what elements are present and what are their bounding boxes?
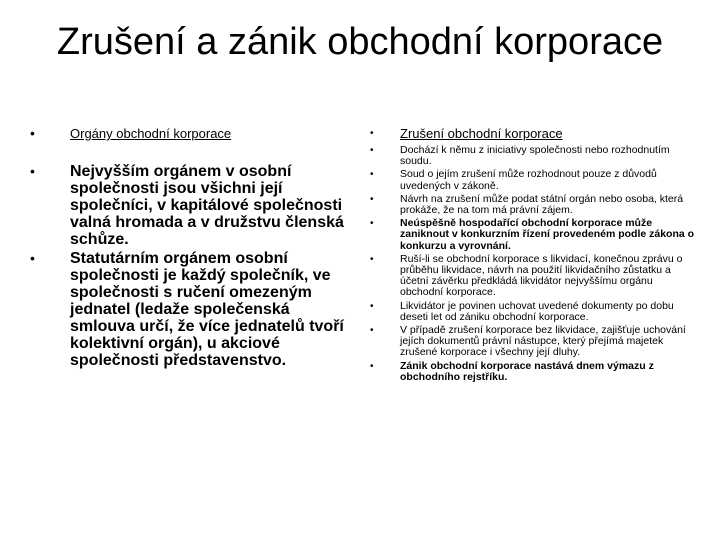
right-heading: • Zrušení obchodní korporace — [368, 126, 698, 141]
right-bullet-item: • V případě zrušení korporace bez likvidace, zajišťuje uchování jejích dokumentů právní nástupce, který přejímá majetek zrušené korporace i všechny její dluhy. — [368, 325, 698, 359]
right-bullet-item: • Neúspěšně hospodařící obchodní korporace může zaniknout v konkurzním řízení provedeném podle zákona o konkurzu a vyrovnání. — [368, 218, 698, 252]
right-bullet-item: • Dochází k němu z iniciativy společnosti nebo rozhodnutím soudu. — [368, 145, 698, 167]
left-bullet-list — [28, 126, 348, 369]
left-bullet-item: • Statutárním orgánem osobní společnosti je každý společník, ve společnosti s ručení omezeným jednatel (ledaže společenská smlouva určí, že více jednatelů tvoří kolektivní orgán), u akciové společnosti představenstvo. — [28, 250, 348, 369]
right-bullet-list — [368, 126, 698, 383]
left-heading: • Orgány obchodní korporace — [28, 126, 348, 141]
right-bullet-item: • Soud o jejím zrušení může rozhodnout pouze z důvodů uvedených v zákoně. — [368, 169, 698, 191]
left-column — [28, 126, 348, 371]
right-bullet-item: • Ruší-li se obchodní korporace s likvidací, konečnou zprávu o průběhu likvidace, návrh na použití likvidačního zůstatku a účetní závěrku předkládá likvidátor nejvyššímu orgánu obchodní korporace. — [368, 254, 698, 299]
right-bullet-item: • Zánik obchodní korporace nastává dnem výmazu z obchodního rejstříku. — [368, 361, 698, 383]
right-bullet-item: • Likvidátor je povinen uchovat uvedené dokumenty po dobu deseti let od zániku obchodní korporace. — [368, 301, 698, 323]
slide-title: Zrušení a zánik obchodní korporace — [56, 21, 664, 63]
right-column — [368, 126, 698, 385]
left-bullet-item: • Nejvyšším orgánem v osobní společnosti jsou všichni její společníci, v kapitálové společnosti valná hromada a v družstvu členská schůze. — [28, 163, 348, 248]
right-bullet-item: • Návrh na zrušení může podat státní orgán nebo osoba, která prokáže, že na tom má právní zájem. — [368, 194, 698, 216]
